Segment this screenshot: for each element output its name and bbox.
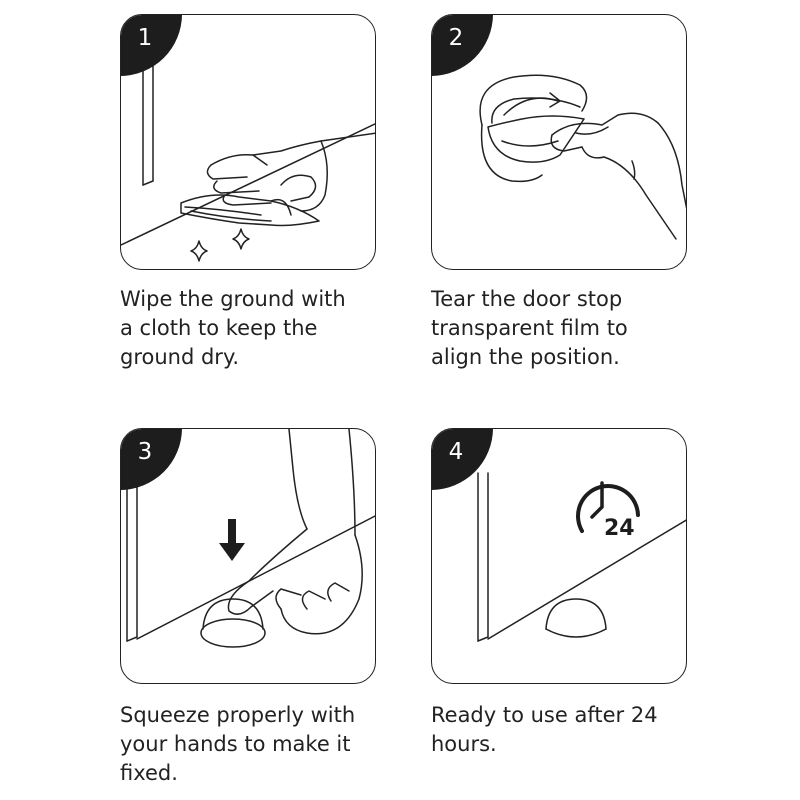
caption-line: Tear the door stop (431, 287, 623, 311)
step-number: 3 (137, 439, 153, 465)
step-3-caption (120, 701, 410, 788)
caption-line: Squeeze properly with (120, 703, 356, 727)
caption-line: align the position. (431, 345, 620, 369)
sparkle-icon (191, 241, 207, 261)
caption-line: a cloth to keep the (120, 316, 318, 340)
caption-line: your hands to make it (120, 732, 351, 756)
sparkle-icon (233, 229, 249, 249)
caption-line: Ready to use after 24 (431, 703, 658, 727)
step-4-caption (431, 701, 721, 759)
transparent-film (488, 116, 584, 162)
step-4-panel (431, 428, 687, 684)
step-1-caption (120, 285, 410, 372)
step-number: 4 (448, 439, 464, 465)
hand (211, 133, 376, 165)
step-2-caption (431, 285, 721, 372)
caption-line: ground dry. (120, 345, 240, 369)
down-arrow-icon (219, 519, 245, 561)
door-stop (546, 599, 606, 629)
caption-line: fixed. (120, 761, 178, 785)
step-number: 2 (448, 25, 464, 51)
step-number: 1 (137, 25, 153, 51)
clock-label: 24 (604, 516, 635, 541)
hand (289, 429, 307, 529)
step-1-panel (120, 14, 376, 270)
floor-line (121, 123, 376, 245)
caption-line: Wipe the ground with (120, 287, 346, 311)
caption-line: hours. (431, 732, 497, 756)
step-3-panel (120, 428, 376, 684)
floor-line (137, 515, 376, 639)
caption-line: transparent film to (431, 316, 628, 340)
step-2-panel (431, 14, 687, 270)
floor-line (488, 519, 687, 639)
